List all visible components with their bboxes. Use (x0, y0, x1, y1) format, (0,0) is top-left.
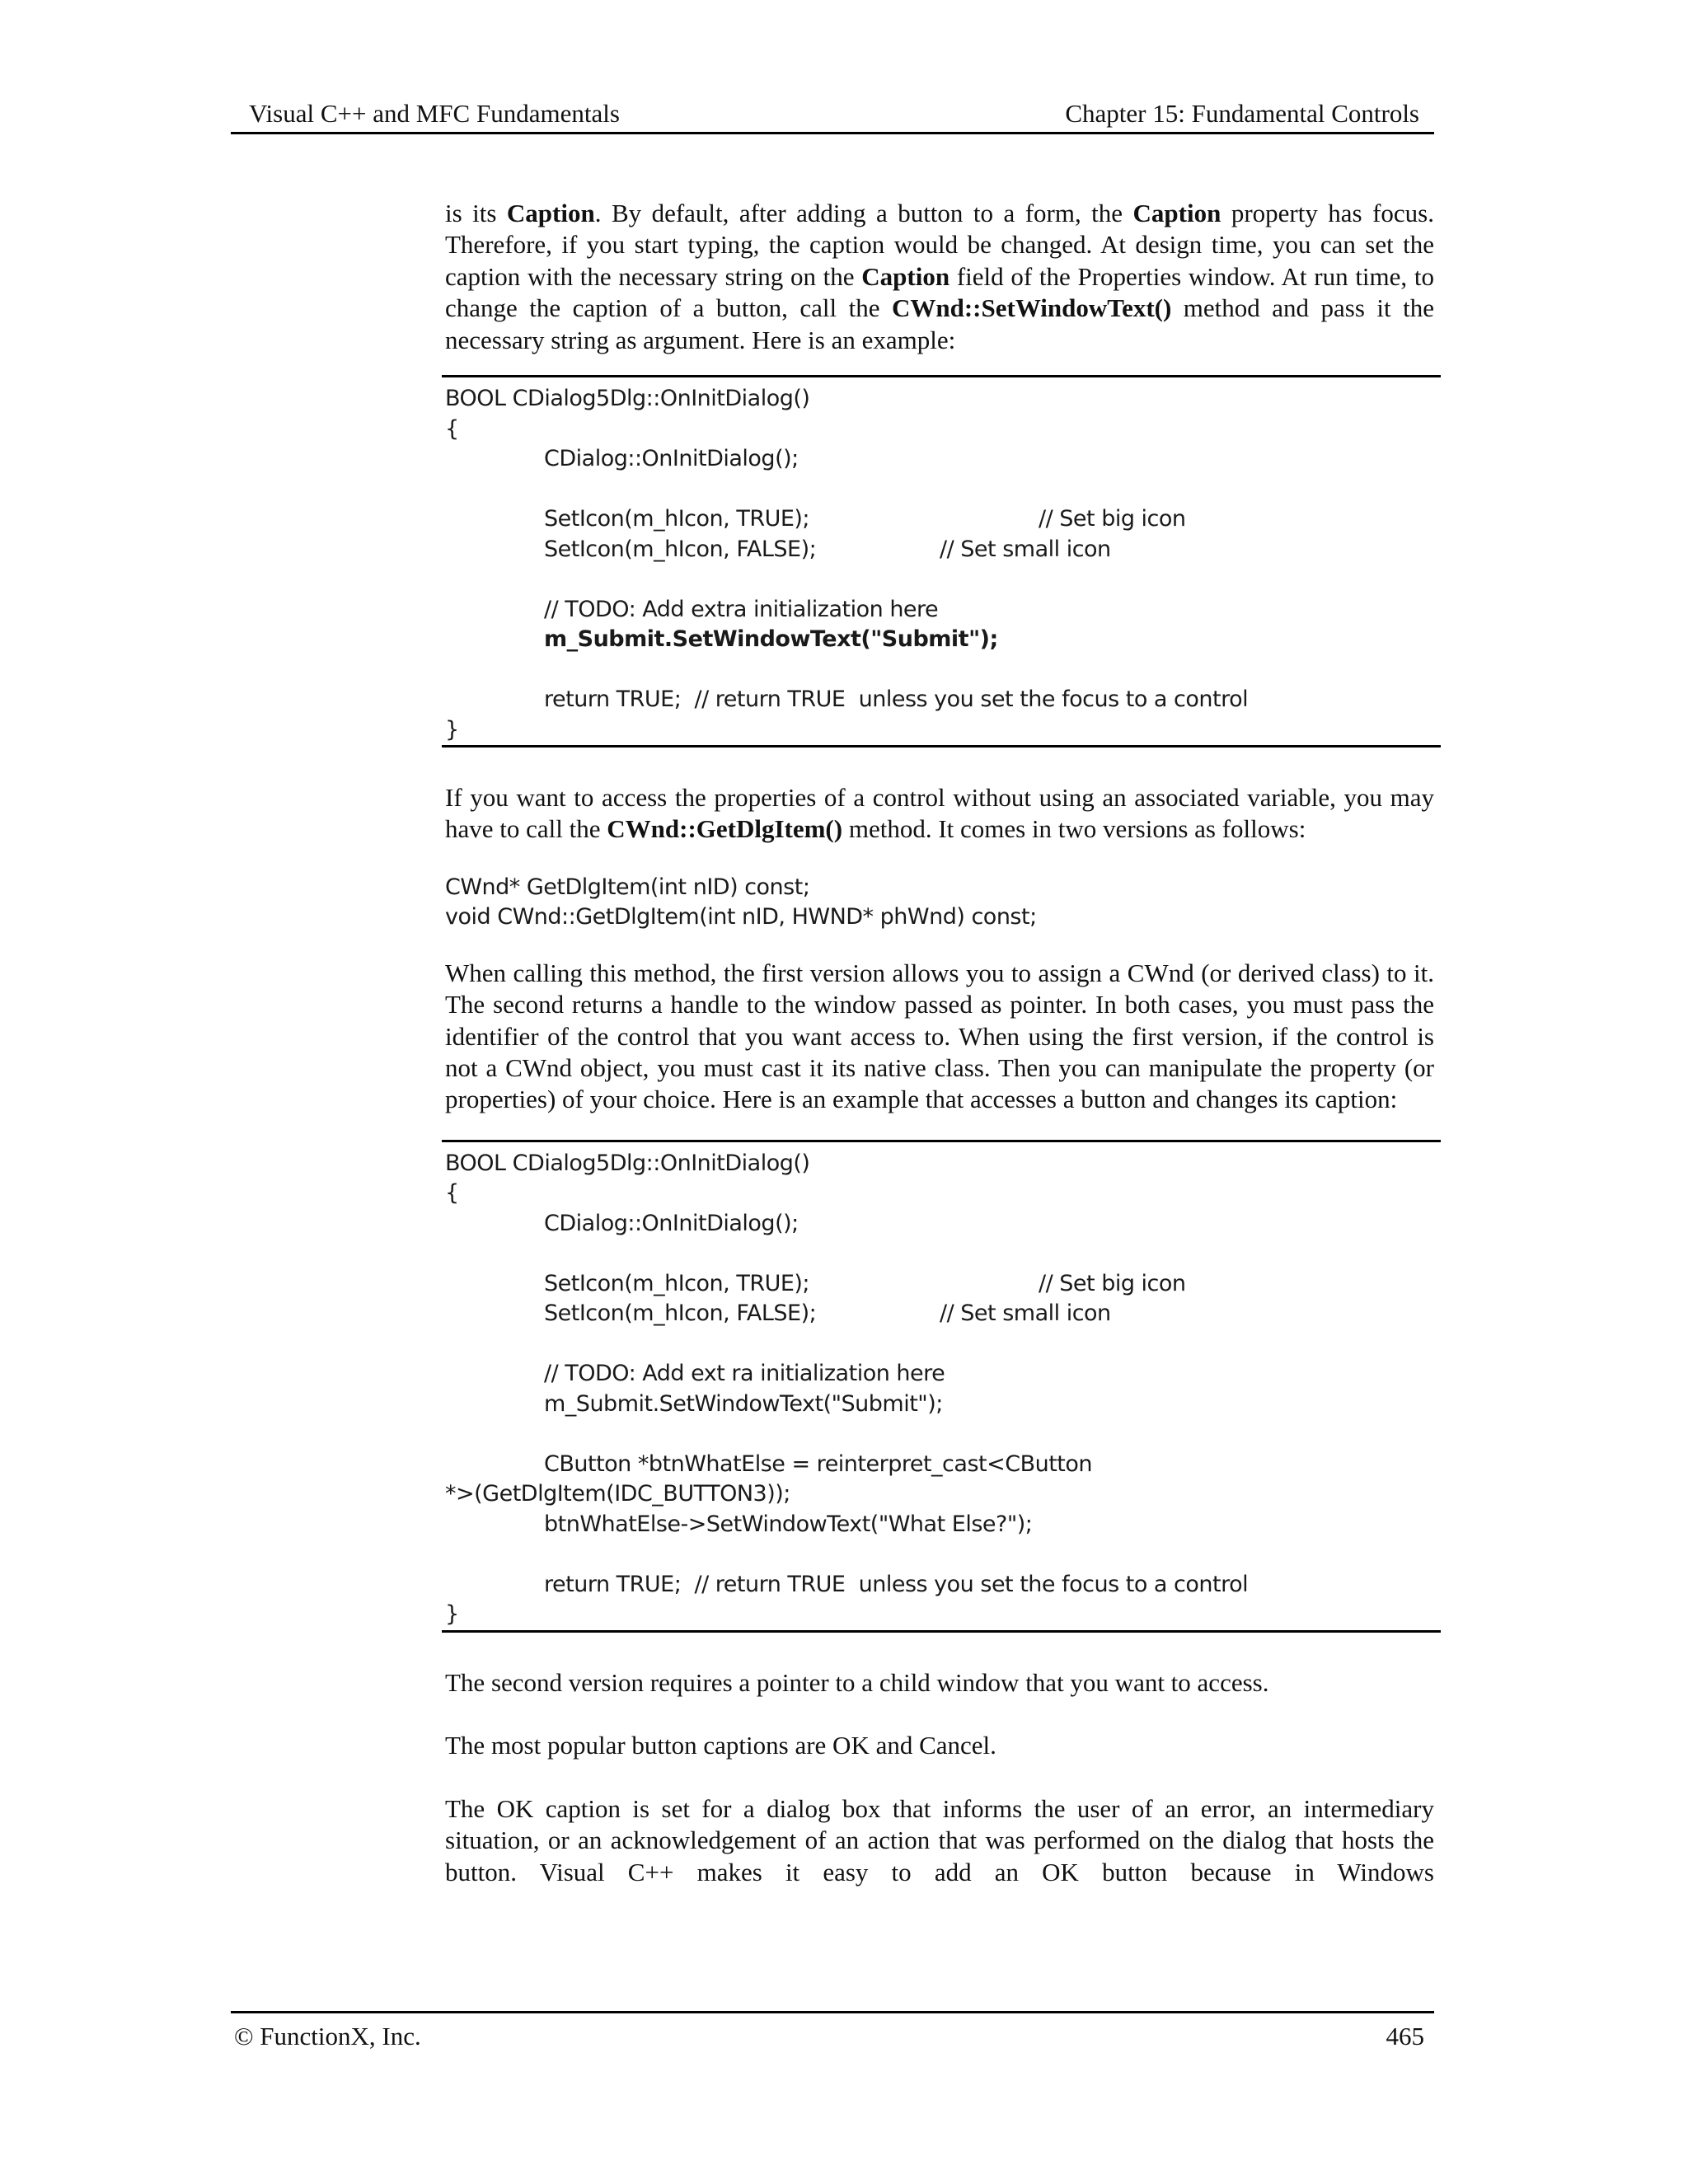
header-chapter-title: Chapter 15: Fundamental Controls (1065, 99, 1419, 128)
code-blank-line (445, 1239, 1441, 1269)
bold-term: CWnd::GetDlgItem() (607, 814, 843, 844)
code-comment: // Set big icon (1039, 1270, 1186, 1296)
text-run: field of the Properties window. At run time, to change the caption of a button, call the (445, 261, 1435, 323)
code-line: CButton *btnWhatElse = reinterpret_cast<CButton (544, 1451, 1093, 1477)
paragraph-popular-captions: The most popular button captions are OK and Cancel. (445, 1731, 996, 1760)
code-text: SetIcon(m_hIcon, FALSE); (544, 1301, 817, 1327)
code-line: CDialog::OnInitDialog(); (544, 1210, 799, 1236)
paragraph-getdlgitem-usage: When calling this method, the first version allows you to assign a CWnd (or derived class) to it. The second returns a handle to the window passed as pointer. In both cases, you must pass the identifier of the control that you want access to. When using the first version, if the control is not a CWnd object, you must cast it its native class. Then you can manipulate the property (or properties) of your choice. Here is an example that accesses a button and changes its caption: (445, 958, 1434, 1114)
text-run: . By default, after adding a button to a form, the (594, 199, 1133, 227)
bold-term: Caption (1132, 199, 1221, 227)
code-text: SetIcon(m_hIcon, TRUE); (544, 506, 810, 532)
page-header (231, 97, 1434, 134)
text-run: is its (445, 199, 507, 227)
code-line: } (445, 716, 459, 743)
code-line: CDialog::OnInitDialog(); (544, 446, 799, 472)
code-line: { (445, 415, 459, 442)
code-line: return TRUE; // return TRUE unless you set the focus to a control (544, 687, 1249, 713)
code-line (445, 1299, 1441, 1329)
code-text: SetIcon(m_hIcon, TRUE); (544, 1270, 810, 1296)
code-blank-line (445, 655, 1441, 686)
code-line: { (445, 1180, 459, 1207)
bold-term: CWnd::SetWindowText() (891, 293, 1172, 323)
code-line (445, 1269, 1441, 1300)
header-book-title: Visual C++ and MFC Fundamentals (249, 99, 620, 128)
text-run: property has focus. Therefore, if you start typing, the caption would be changed. At design time, you can set the caption with the necessary string on the (445, 199, 1434, 291)
code-text: SetIcon(m_hIcon, FALSE); (544, 536, 817, 562)
bold-term: Caption (861, 261, 950, 291)
paragraph-second-version: The second version requires a pointer to a child window that you want to access. (445, 1667, 1269, 1697)
paragraph-ok-caption: The OK caption is set for a dialog box that informs the user of an error, an intermediary situation, or an acknowledgement of an action that was performed on the dialog that hosts the button. Visual C++ makes it easy to add an OK button because in Windows (445, 1793, 1434, 1886)
bold-term: Caption (506, 199, 595, 227)
code-line: m_Submit.SetWindowText("Submit"); (544, 1390, 943, 1417)
code-blank-line (445, 1540, 1441, 1570)
page-number: 465 (1386, 2022, 1424, 2050)
code-blank-line (445, 1329, 1441, 1360)
page-content (445, 198, 1434, 1888)
code-line: return TRUE; // return TRUE unless you set the focus to a control (544, 1571, 1249, 1597)
text-run: If you want to access the properties of a control without using an associated variable, you may have to call the (445, 783, 1434, 844)
code-blank-line (445, 565, 1441, 595)
signature-block (445, 873, 1434, 933)
signature-line: CWnd* GetDlgItem(int nID) const; (445, 874, 810, 900)
text-run: method. It comes in two versions as follows: (842, 814, 1306, 844)
code-line: BOOL CDialog5Dlg::OnInitDialog() (445, 386, 810, 412)
code-line (445, 535, 1441, 565)
code-comment: // Set small icon (940, 536, 1111, 562)
code-line: btnWhatElse->SetWindowText("What Else?"); (544, 1511, 1033, 1537)
code-comment: // Set big icon (1039, 506, 1186, 532)
text-run: method and pass it the necessary string as argument. Here is an example: (445, 293, 1434, 354)
footer-copyright: © FunctionX, Inc. (234, 2022, 421, 2050)
code-line: BOOL CDialog5Dlg::OnInitDialog() (445, 1150, 810, 1176)
page-footer (231, 2011, 1434, 2050)
paragraph-getdlgitem (445, 782, 1434, 846)
code-line (445, 504, 1441, 535)
paragraph-caption-intro (445, 198, 1434, 356)
code-comment: // Set small icon (940, 1301, 1111, 1327)
code-line: // TODO: Add ext ra initialization here (544, 1361, 945, 1387)
code-line: // TODO: Add extra initialization here (544, 596, 939, 622)
code-blank-line (445, 1419, 1441, 1450)
code-line: } (445, 1601, 459, 1628)
code-listing-2 (442, 1140, 1441, 1633)
code-line-highlighted: m_Submit.SetWindowText("Submit"); (544, 626, 998, 653)
code-listing-1 (442, 375, 1441, 748)
code-blank-line (445, 475, 1441, 505)
code-line: *>(GetDlgItem(IDC_BUTTON3)); (445, 1481, 790, 1507)
signature-line: void CWnd::GetDlgItem(int nID, HWND* phWnd) const; (445, 904, 1037, 930)
